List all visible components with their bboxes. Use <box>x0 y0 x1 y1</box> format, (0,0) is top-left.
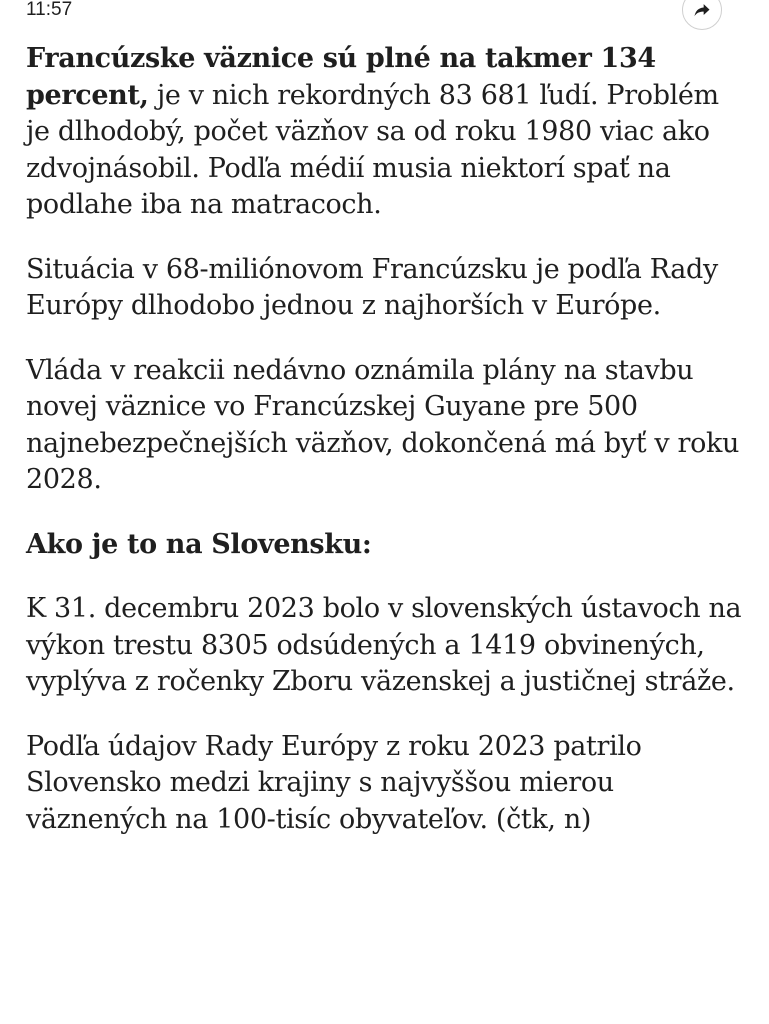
paragraph-council-data: Podľa údajov Rady Európy z roku 2023 patrilo Slovensko medzi krajiny s najvyššou mierou väznených na 100-tisíc obyvateľov. (čtk, n) <box>26 730 642 835</box>
article-body <box>26 41 746 866</box>
section-heading: Ako je to na Slovensku: <box>26 528 372 560</box>
paragraph-intro <box>26 41 746 224</box>
share-arrow-icon <box>692 0 712 20</box>
lead-rest-text: je v nich rekordných 83 681 ľudí. Problém je dlhodobý, počet väzňov sa od roku 1980 viac ako zdvojnásobil. Podľa médií musia niektorí spať na podlahe iba na matracoch. <box>26 79 719 220</box>
paragraph-situation: Situácia v 68-miliónovom Francúzsku je podľa Rady Európy dlhodobo jednou z najhorších v Európe. <box>26 253 718 321</box>
share-button[interactable] <box>682 0 722 30</box>
lead-bold-text: Francúzske väznice sú plné na takmer 134 percent, <box>26 43 656 111</box>
paragraph-government: Vláda v reakcii nedávno oznámila plány na stavbu novej väznice vo Francúzskej Guyane pre 500 najnebezpečnejších väzňov, dokončená má byť v roku 2028. <box>26 354 740 495</box>
paragraph-slovakia-stats: K 31. decembru 2023 bolo v slovenských ústavoch na výkon trestu 8305 odsúdených a 1419 obvinených, vyplýva z ročenky Zboru väzenskej a justičnej stráže. <box>26 593 742 697</box>
status-time: 11:57 <box>26 0 73 20</box>
